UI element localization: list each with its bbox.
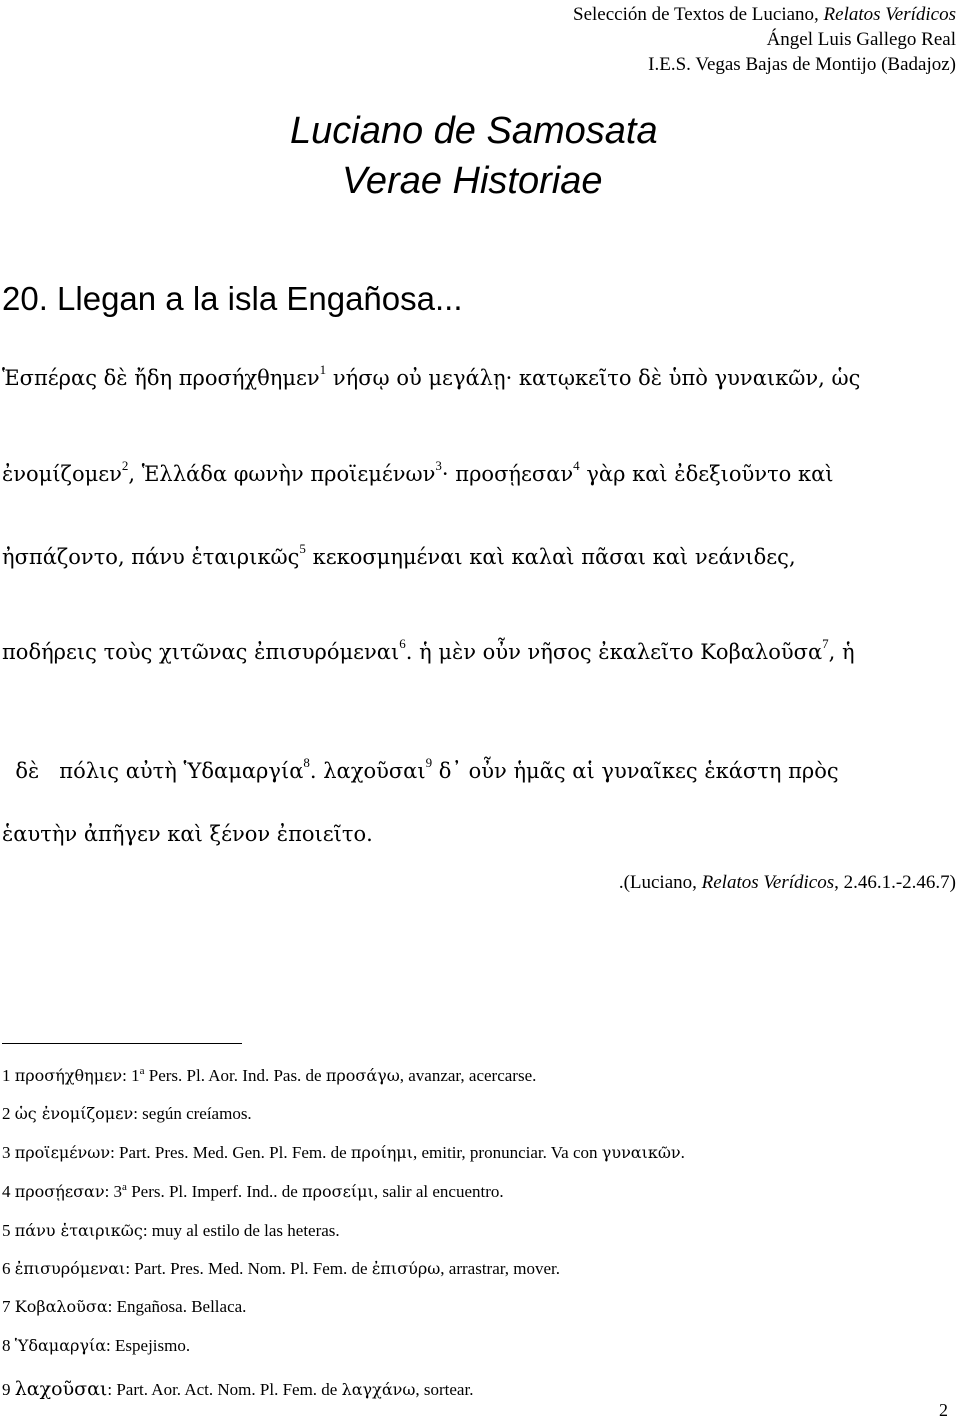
footnote-ref[interactable]: 2 [121, 458, 129, 473]
header-line-2: Ángel Luis Gallego Real [766, 29, 956, 50]
greek-text-line-2: ἐνομίζομεν$^2$, Ἑλλάδα φωνὴν προϊεμένων$^3$· προσῄεσαν$^4$ γὰρ καὶ ἐδεξιοῦντο καὶ [2, 458, 834, 486]
footnote-6: 6 ἐπισυρόμεναι: Part. Pres. Med. Nom. Pl. Fem. de ἐπισύρω, arrastrar, mover. [2, 1259, 560, 1278]
citation: .(Luciano, Relatos Verídicos, 2.46.1.-2.46.7) [618, 872, 956, 893]
footnote-ref[interactable]: 8 [303, 755, 310, 770]
page-header [356, 2, 956, 77]
footnote-7: 7 Κοβαλοῦσα: Engañosa. Bellaca. [2, 1297, 247, 1316]
footnote-ref[interactable]: 3 [435, 458, 442, 473]
footnote-ref[interactable]: 5 [299, 541, 306, 556]
greek-text-line-4: ποδήρεις τοὺς χιτῶνας ἐπισυρόμεναι$^6$. ἡ μὲν οὖν νῆσος ἐκαλεῖτο Κοβαλοῦσα$^7$, ἡ [2, 636, 855, 664]
header-line-1: Selección de Textos de Luciano, Relatos Verídicos [573, 4, 956, 25]
footnote-1: 1 προσήχθημεν: 1$^a$ Pers. Pl. Aor. Ind. Pas. de προσάγω, avanzar, acercarse. [2, 1065, 537, 1085]
footnote-5: 5 πάνυ ἑταιρικῶς: muy al estilo de las heteras. [2, 1221, 340, 1240]
greek-text-line-5: δὲ πόλις αὐτὴ Ὑδαμαργία$^8$. λαχοῦσαι$^9$ δ᾽ οὖν ἡμᾶς αἱ γυναῖκες ἑκάστη πρὸς [15, 755, 839, 783]
footnote-8: 8 Ὑδαμαργία: Espejismo. [2, 1336, 191, 1355]
footnote-ref[interactable]: 7 [822, 636, 829, 651]
footnote-ref[interactable]: 1 [319, 362, 327, 377]
footnote-ref[interactable]: 6 [399, 636, 406, 651]
footnote-2: 2 ὡς ἐνομίζομεν: según creíamos. [2, 1104, 252, 1123]
title-author: Luciano de Samosata [290, 110, 658, 152]
header-work-title: Relatos Verídicos [823, 4, 956, 25]
greek-text-line-1: Ἑσπέρας δὲ ἤδη προσήχθημεν$^1$ νήσῳ οὐ μεγάλῃ· κατῳκεῖτο δὲ ὑπὸ γυναικῶν, ὡς [2, 362, 861, 390]
header-line-3: I.E.S. Vegas Bajas de Montijo (Badajoz) [648, 54, 956, 75]
footnote-9: 9 λαχοῦσαι: Part. Aor. Act. Nom. Pl. Fem. de λαγχάνω, sortear. [2, 1378, 474, 1400]
greek-text-line-3: ἠσπάζοντο, πάνυ ἑταιρικῶς$^5$ κεκοσμημέναι καὶ καλαὶ πᾶσαι καὶ νεάνιδες, [2, 541, 796, 569]
footnote-ref[interactable]: 4 [573, 458, 580, 473]
page-number: 2 [939, 1400, 948, 1420]
greek-text-line-6: ἑαυτὴν ἀπῆγεν καὶ ξένον ἐποιεῖτο. [2, 822, 373, 846]
section-heading: 20. Llegan a la isla Engañosa... [2, 280, 463, 317]
title-work: Verae Historiae [342, 160, 603, 202]
footnote-4: 4 προσῄεσαν: 3$^a$ Pers. Pl. Imperf. Ind.. de προσείμι, salir al encuentro. [2, 1181, 504, 1201]
footnote-3: 3 προϊεμένων: Part. Pres. Med. Gen. Pl. Fem. de προίημι, emitir, pronunciar. Va con γυναικῶν. [2, 1143, 685, 1162]
footnote-ref[interactable]: 9 [425, 755, 433, 770]
footnote-separator [2, 1043, 242, 1044]
